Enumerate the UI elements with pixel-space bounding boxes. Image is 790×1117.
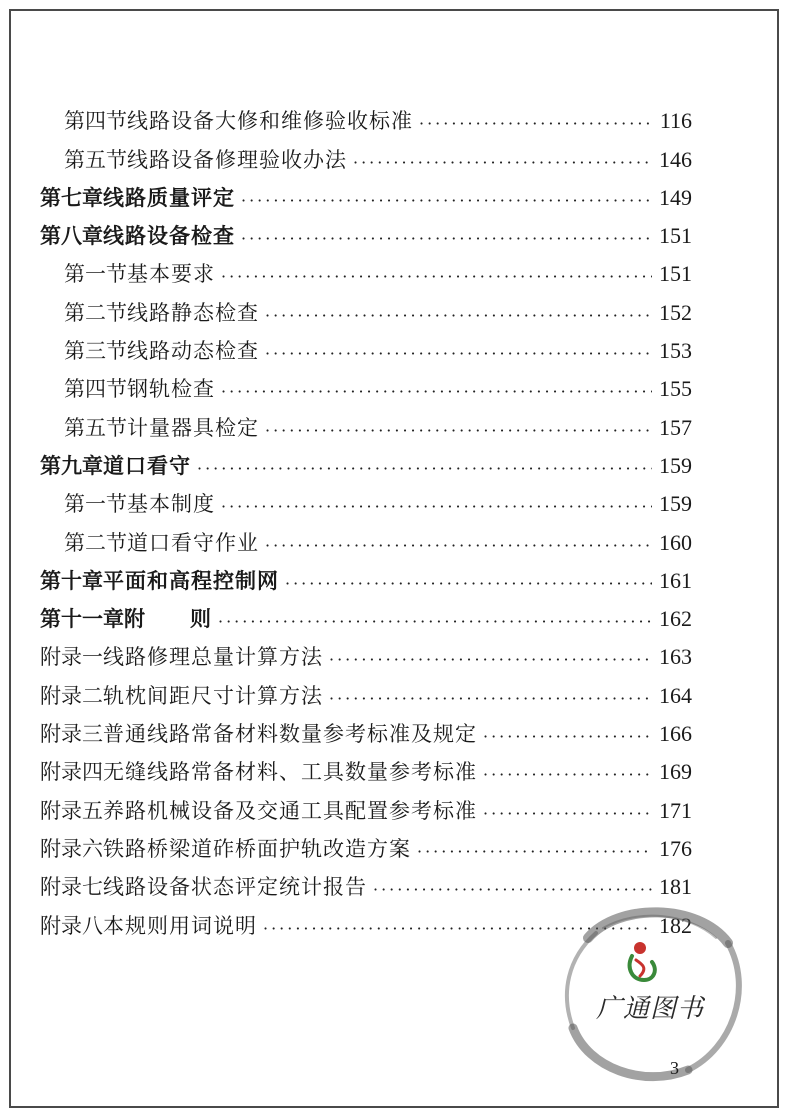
entry-title: 钢轨检查 xyxy=(127,377,215,402)
entry-number: 第一节 xyxy=(64,492,127,517)
leader-dots xyxy=(329,650,652,670)
entry-page: 149 xyxy=(659,184,692,210)
entry-page: 166 xyxy=(659,721,692,747)
toc-entry[interactable] xyxy=(40,249,692,287)
entry-number: 附录四 xyxy=(40,760,103,785)
entry-title: 计量器具检定 xyxy=(127,415,259,440)
entry-page: 151 xyxy=(659,223,692,249)
page-number: 3 xyxy=(670,1058,679,1078)
toc-entry[interactable] xyxy=(40,709,692,747)
entry-page: 152 xyxy=(659,299,692,325)
entry-number: 附录二 xyxy=(40,683,103,708)
entry-title: 附 则 xyxy=(124,606,212,632)
entry-number: 第八章 xyxy=(40,223,103,249)
entry-page: 164 xyxy=(659,682,692,708)
entry-number: 第十章 xyxy=(40,567,103,593)
toc-entry[interactable] xyxy=(40,364,692,402)
entry-number: 附录六 xyxy=(40,836,103,861)
toc-entry[interactable] xyxy=(40,134,692,172)
entry-number: 第三节 xyxy=(64,339,127,364)
toc-entry[interactable] xyxy=(40,173,692,211)
entry-number: 第五节 xyxy=(64,415,127,440)
toc-entry[interactable] xyxy=(40,670,692,708)
toc-entry[interactable] xyxy=(40,862,692,900)
entry-page: 160 xyxy=(659,529,692,555)
entry-number: 附录八 xyxy=(40,913,103,938)
entry-page: 159 xyxy=(659,491,692,517)
entry-number: 第九章 xyxy=(40,452,103,478)
entry-title: 养路机械设备及交通工具配置参考标准 xyxy=(103,798,477,823)
leader-dots xyxy=(483,765,652,785)
toc-entry[interactable] xyxy=(40,556,692,594)
entry-title: 铁路桥梁道砟桥面护轨改造方案 xyxy=(103,836,411,861)
entry-title: 道口看守 xyxy=(103,452,191,478)
leader-dots xyxy=(218,612,652,632)
leader-dots xyxy=(221,497,652,517)
entry-number: 附录五 xyxy=(40,798,103,823)
toc-entry[interactable] xyxy=(40,824,692,862)
entry-page: 181 xyxy=(659,874,692,900)
leader-dots xyxy=(285,574,652,594)
entry-number: 第一节 xyxy=(64,262,127,287)
entry-title: 线路动态检查 xyxy=(127,339,259,364)
leader-dots xyxy=(221,267,652,287)
leader-dots xyxy=(483,804,652,824)
watermark-brand-text: 广通图书 xyxy=(595,994,704,1024)
entry-title: 无缝线路常备材料、工具数量参考标准 xyxy=(103,760,477,785)
entry-number: 附录七 xyxy=(40,875,103,900)
toc-entry[interactable] xyxy=(40,326,692,364)
leader-dots xyxy=(265,536,652,556)
entry-page: 182 xyxy=(659,912,692,938)
entry-page: 116 xyxy=(659,108,692,134)
entry-title: 线路修理总量计算方法 xyxy=(103,645,323,670)
entry-page: 146 xyxy=(659,146,692,172)
entry-page: 159 xyxy=(659,452,692,478)
entry-page: 171 xyxy=(659,797,692,823)
leader-dots xyxy=(265,344,652,364)
entry-number: 附录一 xyxy=(40,645,103,670)
entry-page: 169 xyxy=(659,759,692,785)
entry-title: 本规则用词说明 xyxy=(103,913,257,938)
leader-dots xyxy=(221,382,652,402)
entry-title: 轨枕间距尺寸计算方法 xyxy=(103,683,323,708)
toc-entry[interactable] xyxy=(40,96,692,134)
entry-title: 基本制度 xyxy=(127,492,215,517)
entry-page: 176 xyxy=(659,835,692,861)
entry-title: 普通线路常备材料数量参考标准及规定 xyxy=(103,722,477,747)
entry-title: 线路设备修理验收办法 xyxy=(127,147,347,172)
entry-number: 第十一章 xyxy=(40,606,124,632)
entry-page: 155 xyxy=(659,376,692,402)
entry-page: 161 xyxy=(659,567,692,593)
leader-dots xyxy=(241,191,652,211)
entry-title: 线路设备检查 xyxy=(103,223,235,249)
entry-page: 162 xyxy=(659,606,692,632)
toc-entry[interactable] xyxy=(40,479,692,517)
entry-number: 附录三 xyxy=(40,722,103,747)
entry-title: 平面和高程控制网 xyxy=(103,567,279,593)
entry-page: 163 xyxy=(659,644,692,670)
entry-number: 第二节 xyxy=(64,530,127,555)
leader-dots xyxy=(353,153,652,173)
entry-title: 基本要求 xyxy=(127,262,215,287)
entry-number: 第五节 xyxy=(64,147,127,172)
leader-dots xyxy=(417,842,652,862)
toc-entry[interactable] xyxy=(40,211,692,249)
entry-number: 第七章 xyxy=(40,184,103,210)
leader-dots xyxy=(329,689,652,709)
leader-dots xyxy=(265,421,652,441)
entry-number: 第四节 xyxy=(64,377,127,402)
entry-title: 线路静态检查 xyxy=(127,300,259,325)
toc-entry[interactable] xyxy=(40,441,692,479)
entry-page: 151 xyxy=(659,261,692,287)
leader-dots xyxy=(483,727,652,747)
entry-title: 线路设备状态评定统计报告 xyxy=(103,875,367,900)
table-of-contents xyxy=(40,96,692,939)
entry-title: 道口看守作业 xyxy=(127,530,259,555)
leader-dots xyxy=(197,459,652,479)
toc-entry[interactable] xyxy=(40,594,692,632)
toc-entry[interactable] xyxy=(40,402,692,440)
entry-title: 线路质量评定 xyxy=(103,184,235,210)
leader-dots xyxy=(241,229,652,249)
entry-page: 153 xyxy=(659,338,692,364)
toc-entry[interactable] xyxy=(40,632,692,670)
leader-dots xyxy=(265,306,652,326)
toc-entry[interactable] xyxy=(40,517,692,555)
figure-logo-icon xyxy=(630,942,655,980)
entry-number: 第二节 xyxy=(64,300,127,325)
leader-dots xyxy=(419,114,652,134)
entry-page: 157 xyxy=(659,414,692,440)
entry-title: 线路设备大修和维修验收标准 xyxy=(127,109,413,134)
toc-entry[interactable] xyxy=(40,785,692,823)
entry-number: 第四节 xyxy=(64,109,127,134)
toc-entry[interactable] xyxy=(40,747,692,785)
toc-entry[interactable] xyxy=(40,287,692,325)
